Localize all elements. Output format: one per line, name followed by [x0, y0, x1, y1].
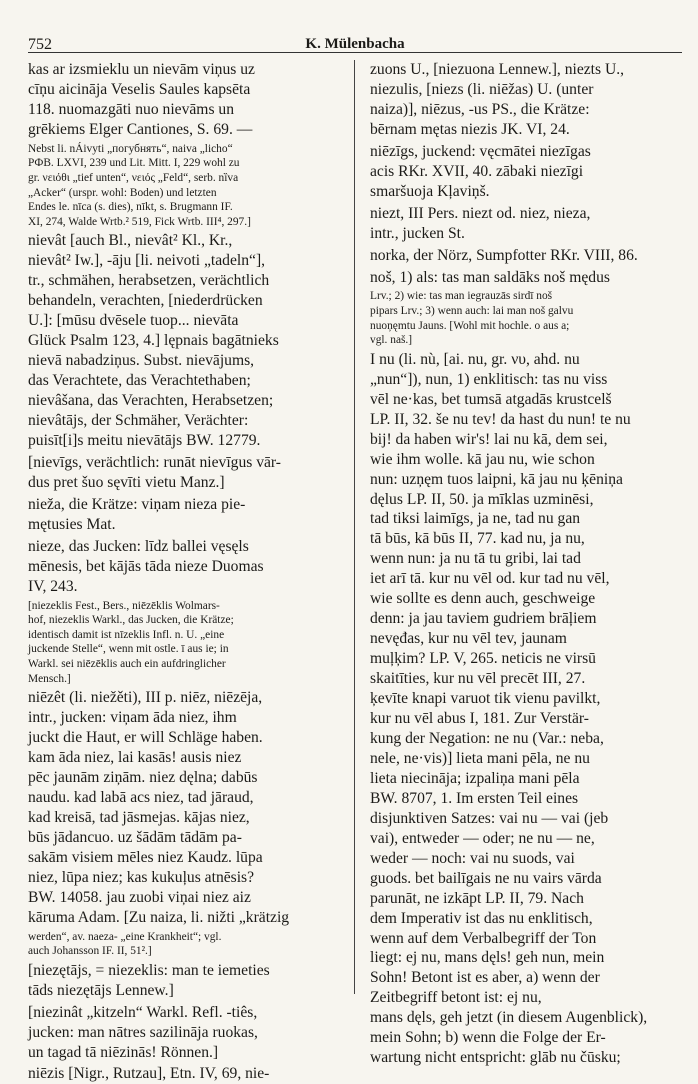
text-line: nievā nabadziņus. Subst. nievājums, [28, 352, 255, 370]
text-line: tr., schmähen, herabsetzen, verächtlich [28, 272, 270, 290]
text-line: tā būs, kā būs II, 77. kad nu, ja nu, [370, 530, 585, 548]
text-line: kas ar izsmieklu un nievām viņus uz [28, 61, 255, 78]
dictionary-entry [28, 961, 360, 1001]
text-line: I nu (li. nù, [ai. nu, gr. νυ, ahd. nu [370, 350, 580, 368]
text-line: muļķim? LP. V, 265. neticis ne virsū [370, 650, 596, 668]
dictionary-entry [370, 246, 686, 266]
text-line: juckt die Haut, er will Schläge haben. [28, 729, 263, 746]
text-line: vēl ne·kas, bet tumsā atgadās krustcelš [370, 390, 612, 408]
text-line: nievâtājs, der Schmäher, Verächter: [28, 411, 249, 429]
text-line: nieža, die Krätze: viņam nieza pie- [28, 495, 246, 513]
text-line: das Verachtete, das Verachtethaben; [28, 372, 251, 390]
dictionary-entry [370, 60, 686, 140]
text-line: werden“, av. naeza- „eine Krankheit“; vgl. [28, 930, 222, 943]
header-rule [28, 52, 682, 53]
text-line: nevęđas, kur nu vēl tev, jaunam [370, 630, 567, 648]
text-line: niēzêt (li. niežěti), III p. niēz, niēzēja, [28, 689, 263, 707]
text-line: Warkl. sei niēzēklis auch ein aufdringlicher [28, 657, 226, 670]
text-line: nun: uzņęm tuos laipni, kā jau nu ķēniņa [370, 470, 623, 488]
dictionary-entry [28, 231, 360, 450]
text-line: kur nu vēl abus I, 181. Zur Verstär- [370, 710, 589, 728]
dictionary-entry [28, 453, 360, 493]
page-number: 752 [28, 36, 52, 53]
text-line: vai), entweder — oder; ne nu — ne, [370, 829, 595, 847]
text-line: disjunktiven Satzes: vai nu — vai (jeb [370, 809, 609, 827]
left-column [28, 60, 360, 1083]
dictionary-entry [28, 1064, 360, 1084]
text-line: skaitīties, kur nu vēl precēt III, 27. [370, 670, 586, 688]
running-head: K. Mülenbacha [305, 36, 405, 52]
etymology-note [28, 142, 360, 230]
text-line: [nievīgs, verächtlich: runāt nievīgus vār- [28, 453, 282, 471]
text-line: intr., jucken St. [370, 224, 465, 242]
text-line: cīņu aicināja Veselis Saules kapsēta [28, 80, 251, 98]
text-line: naiza)], niēzus, -us PS., die Krätze: [370, 100, 590, 118]
text-line: būs jādancuo. uz šādām tādām pa- [28, 828, 242, 846]
text-line: „nun“]), nun, 1) enklitisch: tas nu viss [370, 370, 608, 388]
text-line: niēzīgs, juckend: vęcmātei niezīgas [370, 142, 591, 160]
text-line: hof, niezeklis Warkl., das Jucken, die Krätze; [28, 614, 234, 627]
text-line: „Acker“ (urspr. wohl: Boden) und letzten [28, 186, 217, 199]
text-line: wenn nun: ja nu tā tu gribi, lai tad [370, 550, 581, 568]
text-line: identisch damit ist nīzeklis Infl. n. U. „eine [28, 628, 225, 641]
text-line: un tagad tā niēzinās! Rönnen.] [28, 1043, 219, 1061]
column-divider [354, 60, 355, 994]
text-line: wartung nicht entspricht: glāb nu čūsku; [370, 1049, 621, 1067]
text-line: nuoņęmtu Jauns. [Wohl mit hochle. o aus a; [370, 319, 570, 332]
text-line: niezulis, [niezs (li. niēžas) U. (unter [370, 80, 594, 98]
etymology-note [28, 599, 360, 687]
text-line: jucken: man nātres sazilināja ruokas, [28, 1023, 258, 1041]
text-line: LP. II, 32. še nu tev! da hast du nun! te nu [370, 410, 631, 428]
etymology-note [370, 289, 686, 347]
text-line: noš, 1) als: tas man saldāks noš mędus [370, 268, 610, 286]
text-line: 118. nuomazgāti nuo nievāms un [28, 100, 235, 118]
text-line: Sohn! Betont ist es aber, a) wenn der [370, 969, 600, 987]
text-line: wie ihm wolle. kā jau nu, wie schon [370, 450, 595, 468]
text-line: acis RKr. XVII, 40. zābaki niezīgi [370, 162, 584, 180]
text-line: BW. 14058. jau zuobi viņai niez aiz [28, 888, 251, 906]
dictionary-entry [370, 204, 686, 244]
text-line: wie sollte es denn auch, geschweige [370, 590, 596, 608]
text-line: naudu. kad labā acs niez, tad jāraud, [28, 788, 254, 806]
text-line: tāds niezętājs Lennew.] [28, 981, 174, 999]
text-line: niēzis [Nigr., Rutzau], Etn. IV, 69, nie- [28, 1065, 270, 1083]
text-line: U.]: [mūsu dvēsele tuop... nievāta [28, 312, 239, 330]
text-line: kam āda niez, lai kasās! ausis niez [28, 748, 242, 766]
text-line: parunāt, ne izkāpt LP. II, 79. Nach [370, 889, 584, 907]
text-line: vgl. naš.] [370, 334, 413, 347]
text-line: XI, 274, Walde Wrtb.² 519, Fick Wrtb. III⁴, 297.] [28, 215, 251, 228]
text-line: smaršuoja Kļaviņš. [370, 182, 490, 200]
text-line: IV, 243. [28, 577, 78, 595]
dictionary-entry [28, 537, 360, 597]
text-line: mein Sohn; b) wenn die Folge der Er- [370, 1029, 606, 1047]
etymology-note [28, 930, 360, 959]
text-line: Lrv.; 2) wie: tas man iegrauzās sirdī noš [370, 290, 553, 303]
text-line: iet arī tā. kur nu vēl od. kur tad nu vēl, [370, 570, 610, 588]
text-line: mēnesis, bet kājās tāda nieze Duomas [28, 557, 264, 575]
text-line: weder — noch: vai nu suods, vai [370, 849, 575, 867]
dictionary-entry [370, 268, 686, 288]
text-line: guods. bet bailīgais ne nu vairs vārda [370, 869, 602, 887]
dictionary-entry [28, 495, 360, 535]
text-line: dem Imperativ ist das nu enklitisch, [370, 909, 593, 927]
text-line: niez, lūpa niez; kas kukuļus atnēsis? [28, 868, 255, 886]
text-line: mans dęls, geh jetzt (in diesem Augenblick), [370, 1009, 648, 1027]
text-line: lieta niecināja; izpaliņa mani pēla [370, 769, 580, 787]
text-line: Nebst li. nÁivyti „погубнять“, naiva „licho“ [28, 142, 233, 155]
text-line: sakām visiem mēles niez Kaudz. lūpa [28, 848, 263, 866]
text-line: BW. 8707, 1. Im ersten Teil eines [370, 789, 579, 807]
text-line: kāruma Adam. [Zu naiza, li. nižti „krätzig [28, 908, 290, 926]
text-line: norka, der Nörz, Sumpfotter RKr. VIII, 86. [370, 246, 638, 264]
text-line: pēc jaunām ziņām. niez dęlna; dabūs [28, 768, 258, 786]
text-line: nievât [auch Bl., nievât² Kl., Kr., [28, 232, 233, 250]
text-line: pipars Lrv.; 3) wenn auch: lai man noš galvu [370, 305, 574, 318]
text-line: bērnam mętas niezis JK. VI, 24. [370, 120, 570, 138]
text-line: dęlus LP. II, 50. ja mīklas uzminēsi, [370, 490, 594, 508]
dictionary-entry [370, 350, 686, 1068]
text-line: ķevīte knapi varuot tik vienu pavilkt, [370, 690, 601, 708]
text-line: Zeitbegriff betont ist: ej nu, [370, 989, 542, 1007]
text-line: nele, ne·vis)] lieta mani pēla, ne nu [370, 749, 590, 767]
dictionary-entry [28, 688, 360, 927]
text-line: [niezętājs, = niezeklis: man te iemeties [28, 961, 270, 979]
text-line: [niezeklis Fest., Bers., niēzēklis Wolmars- [28, 599, 220, 612]
dictionary-entry [28, 1003, 360, 1063]
text-line: niezt, III Pers. niezt od. niez, nieza, [370, 204, 591, 222]
text-line: kad kreisā, tad jāsmejas. kājas niez, [28, 808, 250, 826]
text-line: juckende Stelle“, wenn mit ostle. ī aus ie; in [28, 643, 229, 656]
text-line: nievâšana, das Verachten, Herabsetzen; [28, 392, 274, 409]
text-line: intr., jucken: viņam āda niez, ihm [28, 709, 237, 727]
right-column [370, 60, 686, 1067]
dictionary-entry [28, 60, 360, 140]
text-line: tad tiksi laimīgs, ja ne, tad nu gan [370, 510, 581, 528]
dictionary-entry [370, 142, 686, 202]
text-line: puisīt[i]s meitu nievātājs BW. 12779. [28, 431, 261, 449]
text-line: bij! da haben wir's! lai nu kā, dem sei, [370, 430, 608, 448]
text-line: Glück Psalm 123, 4.] lęрnais bagātnieks [28, 332, 279, 350]
text-line: nievât² Iw.], -āju [li. neivoti „tadeln“], [28, 252, 266, 270]
text-line: [niezinât „kitzeln“ Warkl. Refl. -tiês, [28, 1003, 258, 1021]
text-line: behandeln, verachten, [niederdrücken [28, 292, 263, 310]
text-line: grēkiems Elger Cantiones, S. 69. — [28, 120, 253, 138]
text-line: gr. νειόθι „tief unten“, νειός „Feld“, serb. nȉva [28, 172, 239, 184]
text-line: auch Johansson IF. II, 51².] [28, 945, 152, 958]
text-line: wenn auf dem Verbalbegriff der Ton [370, 929, 597, 947]
text-line: liegt: ej nu, mans dęls! geh nun, mein [370, 949, 605, 967]
text-line: Endes le. nīca (s. dies), nīkt, s. Brugmann IF. [28, 201, 233, 214]
text-line: Mensch.] [28, 672, 71, 685]
text-line: kung der Negation: ne nu (Var.: neba, [370, 729, 604, 747]
text-line: nieze, das Jucken: līdz ballei vęsęls [28, 537, 249, 555]
text-line: denn: ja jau taviem gudriem brāļiem [370, 610, 597, 628]
text-line: dus pret šuo sęvīti vietu Manz.] [28, 473, 225, 491]
text-line: zuons U., [niezuona Lennew.], niezts U., [370, 61, 625, 78]
text-line: PФВ. LXVI, 239 und Lit. Mitt. I, 229 wohl zu [28, 157, 240, 170]
text-line: mętusies Mat. [28, 515, 116, 533]
